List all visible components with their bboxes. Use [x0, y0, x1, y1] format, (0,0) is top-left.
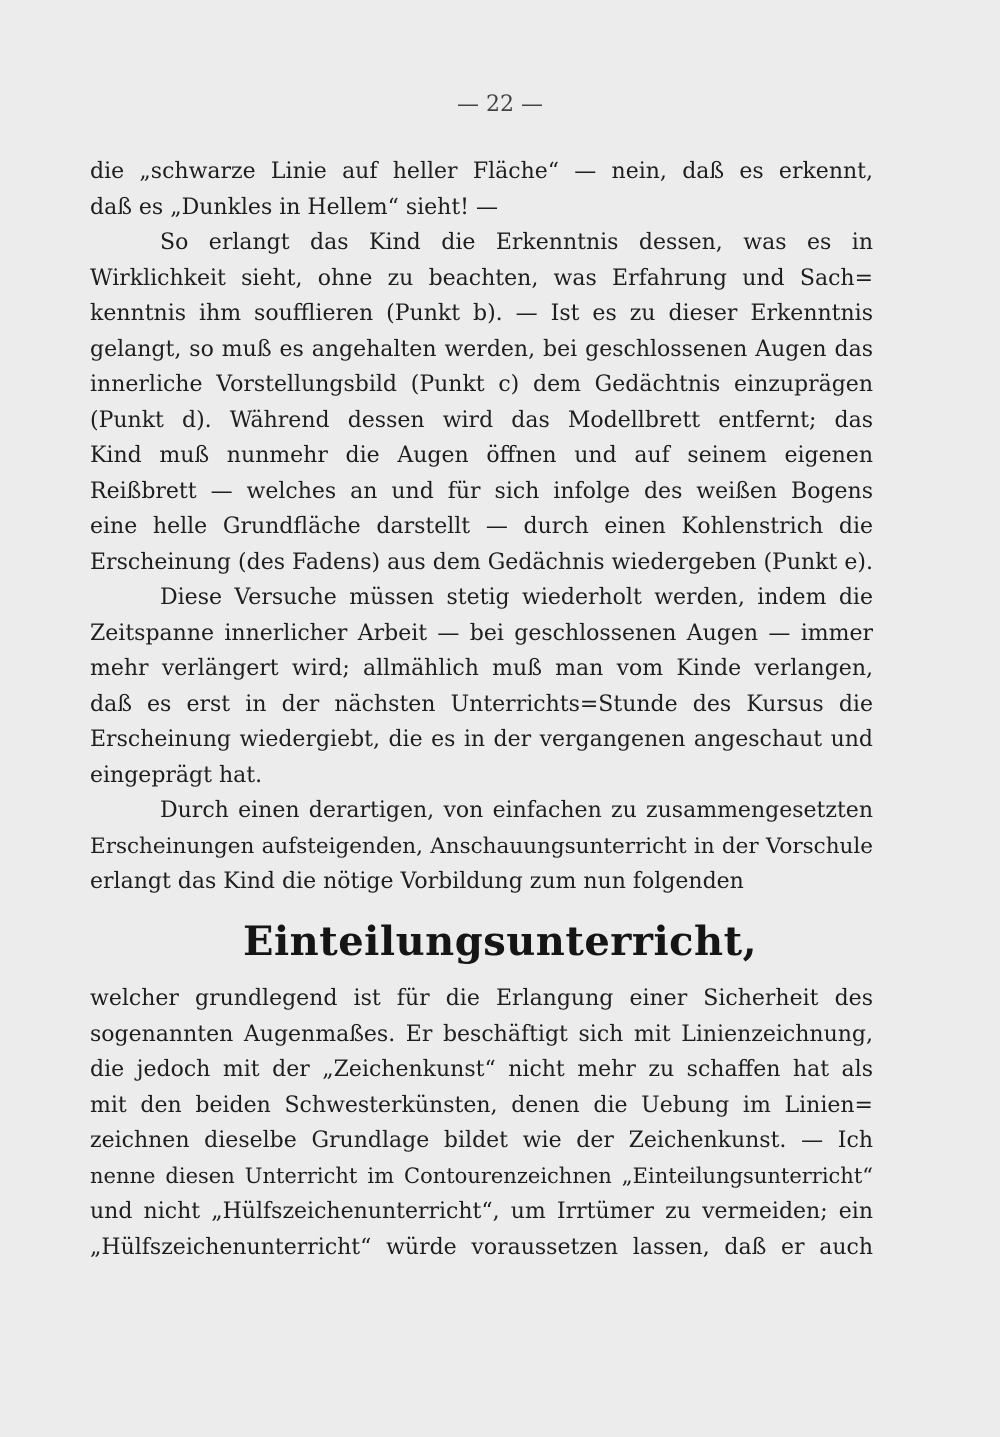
text-line: nenne diesen Unterricht im Contourenzeichnen „Einteilungsunterricht“ [90, 1163, 873, 1188]
text-line: eine helle Grundfläche darstellt — durch einen Kohlenstrich die [90, 514, 873, 539]
text-line: zeichnen dieselbe Grundlage bildet wie der Zeichenkunst. — Ich [90, 1128, 873, 1153]
text-line: kenntnis ihm soufflieren (Punkt b). — Ist es zu dieser Erkenntnis [90, 301, 873, 326]
body-text-section-a [90, 154, 873, 900]
text-line: sogenannten Augenmaßes. Er beschäftigt sich mit Linienzeichnung, [90, 1021, 873, 1047]
text-line: Wirklichkeit sieht, ohne zu beachten, was Erfahrung und Sach= [90, 265, 873, 291]
text-line: daß es erst in der nächsten Unterrichts=Stunde des Kursus die [90, 691, 873, 717]
text-line: Erscheinung (des Fadens) aus dem Gedächnis wiedergeben (Punkt e). [90, 549, 873, 575]
text-line: So erlangt das Kind die Erkenntnis dessen, was es in [160, 230, 873, 255]
text-line: Durch einen derartigen, von einfachen zu zusammengesetzten [160, 798, 873, 823]
body-text-section-b [90, 981, 873, 1265]
page-number: — 22 — [457, 92, 543, 117]
text-line: gelangt, so muß es angehalten werden, bei geschlossenen Augen das [90, 336, 873, 362]
text-line: mit den beiden Schwesterkünsten, denen die Uebung im Linien= [90, 1092, 873, 1118]
text-line: innerliche Vorstellungsbild (Punkt c) dem Gedächtnis einzuprägen [90, 372, 873, 397]
text-line: und nicht „Hülfszeichenunterricht“, um Irrtümer zu vermeiden; ein [90, 1199, 873, 1224]
text-line: „Hülfszeichenunterricht“ würde voraussetzen lassen, daß er auch [90, 1234, 873, 1260]
text-line: welcher grundlegend ist für die Erlangung einer Sicherheit des [90, 986, 873, 1011]
section-heading: Einteilungsunterricht, [242, 918, 757, 965]
text-line: die „schwarze Linie auf heller Fläche“ — nein, daß es erkennt, [90, 159, 873, 184]
text-line: Erscheinungen aufsteigenden, Anschauungsunterricht in der Vorschule [90, 833, 873, 859]
text-line: (Punkt d). Während dessen wird das Modellbrett entfernt; das [90, 407, 873, 433]
text-line: eingeprägt hat. [90, 762, 263, 788]
text-line: daß es „Dunkles in Hellem“ sieht! — [90, 194, 499, 220]
text-line: Kind muß nunmehr die Augen öffnen und auf seinem eigenen [90, 443, 873, 468]
text-line: erlangt das Kind die nötige Vorbildung zum nun folgenden [90, 869, 744, 894]
text-line: Zeitspanne innerlicher Arbeit — bei geschlossenen Augen — immer [90, 620, 873, 646]
text-line: mehr verlängert wird; allmählich muß man vom Kinde verlangen, [90, 656, 873, 681]
text-line: Diese Versuche müssen stetig wiederholt werden, indem die [160, 585, 873, 610]
text-line: die jedoch mit der „Zeichenkunst“ nicht mehr zu schaffen hat als [90, 1057, 873, 1082]
text-line: Erscheinung wiedergiebt, die es in der vergangenen angeschaut und [90, 727, 873, 752]
text-line: Reißbrett — welches an und für sich infolge des weißen Bogens [90, 478, 873, 504]
